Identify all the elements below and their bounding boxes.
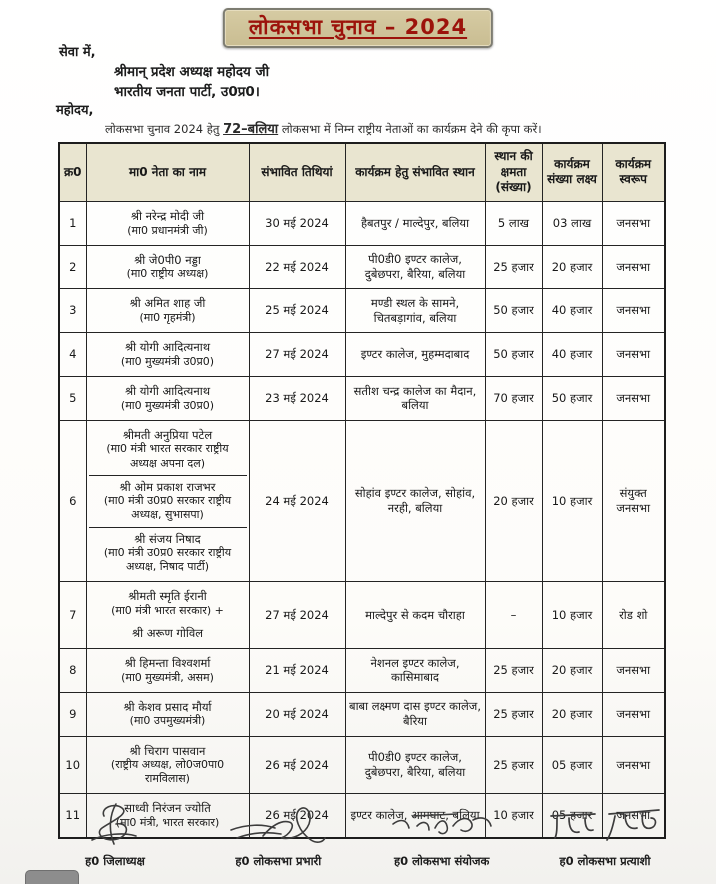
cell-venue: नेशनल इण्टर कालेज, कासिमाबाद	[345, 648, 485, 692]
cell-date: 24 मई 2024	[249, 420, 345, 582]
letter-body-suffix: लोकसभा में निम्न राष्ट्रीय नेताओं का कार्यक्रम देने की कृपा करें।	[278, 122, 542, 136]
cell-venue: इण्टर कालेज, आमघाट, बलिया	[345, 794, 485, 838]
cell-leader-name	[86, 692, 249, 736]
cropped-overlay-button[interactable]	[25, 870, 79, 884]
signature-mark-icon	[223, 800, 333, 852]
table-body	[59, 201, 665, 838]
leader-entry: श्री नरेन्द्र मोदी जी (मा0 प्रधानमंत्री जी)	[127, 208, 208, 237]
signature-mark-icon	[70, 800, 160, 852]
schedule-table-wrap	[58, 142, 664, 839]
leader-entry: श्री केशव प्रसाद मौर्या (मा0 उपमुख्यमंत्री)	[123, 699, 212, 728]
cell-date: 22 मई 2024	[249, 245, 345, 289]
cell-date: 25 मई 2024	[249, 289, 345, 333]
leader-entry: श्री संजय निषाद (मा0 मंत्री उ0प्र0 सरकार राष्ट्रीय अध्यक्ष, निषाद पार्टी)	[103, 531, 232, 574]
cell-serial: 4	[59, 333, 86, 377]
cell-format: जनसभा	[602, 648, 665, 692]
cell-format: संयुक्त जनसभा	[602, 420, 665, 582]
cell-venue: सोहांव इण्टर कालेज, सोहांव, नरही, बलिया	[345, 420, 485, 582]
cell-format: जनसभा	[602, 794, 665, 838]
cell-date: 20 मई 2024	[249, 692, 345, 736]
table-row	[59, 376, 665, 420]
addressee-line-1: श्रीमान् प्रदेश अध्यक्ष महोदय जी	[114, 64, 270, 80]
leader-entry: श्रीमती अनुप्रिया पटेल (मा0 मंत्री भारत सरकार राष्ट्रीय अध्यक्ष अपना दल)	[89, 424, 247, 476]
cell-capacity: 25 हजार	[485, 245, 542, 289]
cell-leader-name	[86, 333, 249, 377]
cell-date: 26 मई 2024	[249, 736, 345, 794]
cell-leader-name	[86, 736, 249, 794]
signature-label: ह0 लोकसभा प्रत्याशी	[559, 854, 651, 868]
signature-loksabha-coordinator	[367, 800, 517, 869]
cell-serial: 1	[59, 201, 86, 245]
column-header-3: कार्यक्रम हेतु संभावित स्थान	[345, 143, 485, 201]
table-row	[59, 289, 665, 333]
cell-leader-name	[86, 201, 249, 245]
cell-capacity: –	[485, 582, 542, 649]
table-row	[59, 420, 665, 582]
column-header-4: स्थान की क्षमता (संख्या)	[485, 143, 542, 201]
cell-venue: सतीश चन्द्र कालेज का मैदान, बलिया	[345, 376, 485, 420]
leader-entry: श्री योगी आदित्यनाथ (मा0 मुख्यमंत्री उ0प्र0)	[120, 340, 215, 368]
table-row	[59, 333, 665, 377]
cell-capacity: 5 लाख	[485, 201, 542, 245]
cell-serial: 3	[59, 289, 86, 333]
cell-date: 27 मई 2024	[249, 333, 345, 377]
cell-venue: बाबा लक्ष्मण दास इण्टर कालेज, बैरिया	[345, 692, 485, 736]
signature-mark-icon	[545, 800, 665, 852]
cell-serial: 6	[59, 420, 86, 582]
document-title-plate	[223, 8, 493, 48]
cell-leader-name	[86, 289, 249, 333]
cell-venue: माल्देपुर से कदम चौराहा	[345, 582, 485, 649]
cell-date: 21 मई 2024	[249, 648, 345, 692]
salutation: सेवा में,	[59, 45, 96, 60]
constituency-highlight: 72–बलिया	[223, 122, 279, 137]
column-header-6: कार्यक्रम स्वरूप	[602, 143, 665, 201]
table-row	[59, 582, 665, 649]
cell-capacity: 10 हजार	[485, 794, 542, 838]
cell-format: जनसभा	[602, 333, 665, 377]
cell-capacity: 25 हजार	[485, 736, 542, 794]
cell-serial: 8	[59, 648, 86, 692]
cell-capacity: 25 हजार	[485, 692, 542, 736]
table-row	[59, 736, 665, 794]
letter-body-prefix: लोकसभा चुनाव 2024 हेतु	[105, 122, 224, 136]
leader-entry: श्री अरूण गोविल	[131, 626, 204, 641]
cell-date: 30 मई 2024	[249, 201, 345, 245]
cell-leader-name	[86, 376, 249, 420]
column-header-1: मा0 नेता का नाम	[86, 143, 249, 201]
table-row	[59, 245, 665, 289]
cell-capacity: 50 हजार	[485, 333, 542, 377]
leader-entry: साध्वी निरंजन ज्योति (मा0 मंत्री, भारत सरकार)	[115, 801, 220, 830]
cell-format: जनसभा	[602, 201, 665, 245]
cell-target: 50 हजार	[542, 376, 602, 420]
column-header-5: कार्यक्रम संख्या लक्ष्य	[542, 143, 602, 201]
leader-entry: श्री ओम प्रकाश राजभर (मा0 मंत्री उ0प्र0 सरकार राष्ट्रीय अध्यक्ष, सुभासपा)	[89, 476, 247, 528]
cell-target: 03 लाख	[542, 201, 602, 245]
signature-loksabha-candidate	[530, 800, 680, 869]
leader-entry: श्री चिराग पासवान (राष्ट्रीय अध्यक्ष, लो0ज0पा0 रामविलास)	[110, 743, 225, 786]
cell-format: जनसभा	[602, 289, 665, 333]
cell-serial: 11	[59, 794, 86, 838]
cell-date: 23 मई 2024	[249, 376, 345, 420]
cell-capacity: 70 हजार	[485, 376, 542, 420]
cell-leader-name	[86, 582, 249, 649]
cell-leader-name	[86, 648, 249, 692]
table-header-row	[59, 143, 665, 201]
table-row	[59, 201, 665, 245]
cell-format: जनसभा	[602, 692, 665, 736]
cell-date: 27 मई 2024	[249, 582, 345, 649]
signature-label: ह0 जिलाध्यक्ष	[85, 854, 145, 868]
leader-entry: श्री हिमन्ता विश्वशर्मा (मा0 मुख्यमंत्री, असम)	[121, 655, 214, 684]
cell-target: 20 हजार	[542, 648, 602, 692]
cell-target: 10 हजार	[542, 582, 602, 649]
cell-target: 05 हजार	[542, 736, 602, 794]
cell-format: जनसभा	[602, 736, 665, 794]
cell-capacity: 20 हजार	[485, 420, 542, 582]
signature-label: ह0 लोकसभा प्रभारी	[235, 854, 322, 868]
cell-format: रोड शो	[602, 582, 665, 649]
cell-venue: पी0डी0 इण्टर कालेज, दुबेछपरा, बैरिया, बलिया	[345, 736, 485, 794]
cell-venue: पी0डी0 इण्टर कालेज, दुबेछपरा, बैरिया, बलिया	[345, 245, 485, 289]
leader-entry: श्रीमती स्मृति ईरानी (मा0 मंत्री भारत सरकार) +	[111, 589, 224, 618]
leader-entry: श्री योगी आदित्यनाथ (मा0 मुख्यमंत्री उ0प्र0)	[120, 383, 215, 412]
cell-date: 26 मई 2024	[249, 794, 345, 838]
table-row	[59, 648, 665, 692]
cell-serial: 5	[59, 376, 86, 420]
cell-venue: मण्डी स्थल के सामने, चितबड़ागांव, बलिया	[345, 289, 485, 333]
signature-row	[40, 800, 680, 869]
cell-format: जनसभा	[602, 376, 665, 420]
addressee-line-2: भारतीय जनता पार्टी, उ0प्र0।	[114, 84, 260, 100]
page-title: लोकसभा चुनाव – 2024	[248, 15, 468, 39]
leader-entry: श्री अमित शाह जी (मा0 गृहमंत्री)	[129, 296, 206, 325]
cell-serial: 2	[59, 245, 86, 289]
cell-format: जनसभा	[602, 245, 665, 289]
cell-target: 20 हजार	[542, 692, 602, 736]
table-row	[59, 692, 665, 736]
cell-venue: इण्टर कालेज, मुहम्मदाबाद	[345, 333, 485, 377]
cell-capacity: 50 हजार	[485, 289, 542, 333]
cell-leader-name	[86, 420, 249, 582]
schedule-table	[58, 142, 666, 839]
cell-serial: 9	[59, 692, 86, 736]
signature-district-president	[40, 800, 190, 869]
cell-venue: हैबतपुर / माल्देपुर, बलिया	[345, 201, 485, 245]
cell-target: 40 हजार	[542, 289, 602, 333]
cell-target: 05 हजार	[542, 794, 602, 838]
cell-serial: 10	[59, 736, 86, 794]
cell-target: 20 हजार	[542, 245, 602, 289]
greeting: महोदय,	[56, 103, 94, 118]
column-header-2: संभावित तिथियां	[249, 143, 345, 201]
letter-body	[105, 119, 665, 137]
leader-entry: श्री जे0पी0 नड्डा (मा0 राष्ट्रीय अध्यक्ष)	[126, 252, 209, 281]
cell-leader-name	[86, 245, 249, 289]
signature-loksabha-incharge	[203, 800, 353, 869]
cell-serial: 7	[59, 582, 86, 649]
signature-label: ह0 लोकसभा संयोजक	[393, 854, 490, 868]
cell-target: 10 हजार	[542, 420, 602, 582]
cell-capacity: 25 हजार	[485, 648, 542, 692]
column-header-0: क्र0	[59, 143, 86, 201]
cell-target: 40 हजार	[542, 333, 602, 377]
signature-mark-icon	[387, 800, 497, 852]
